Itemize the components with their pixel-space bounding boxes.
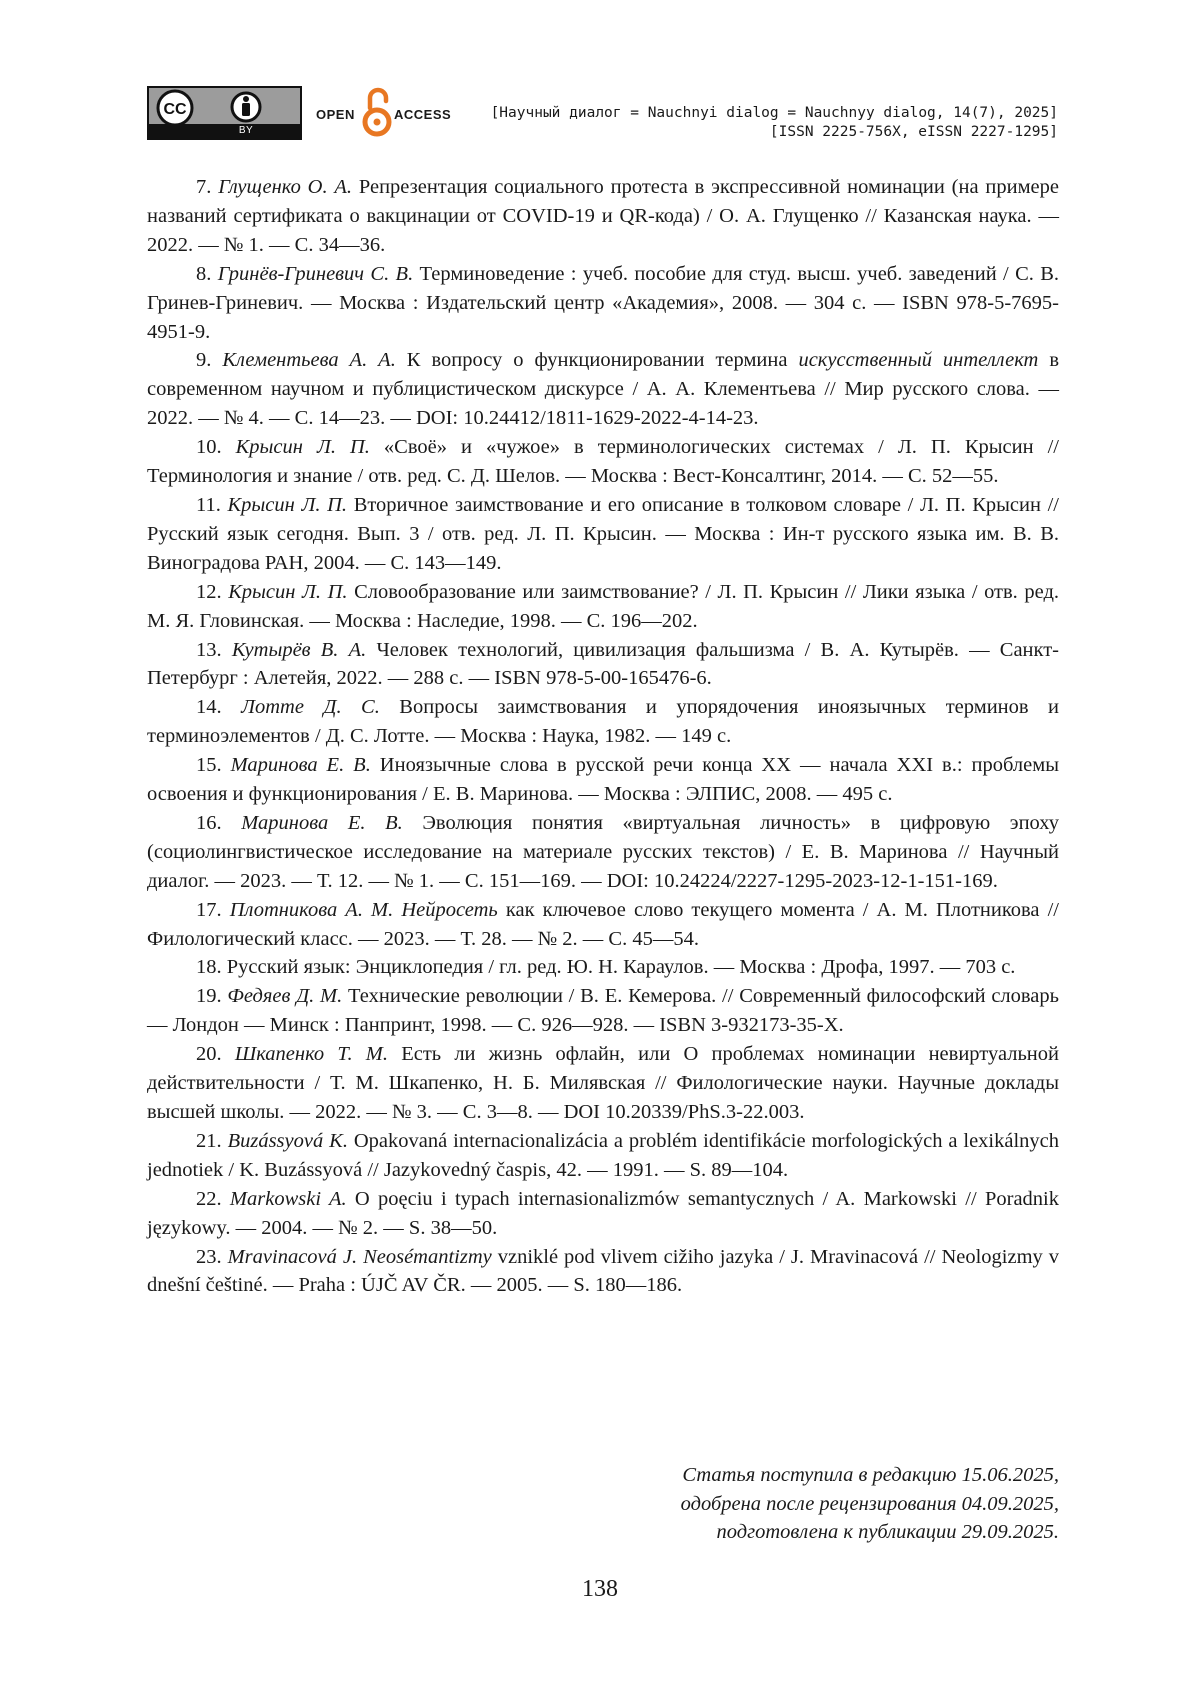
cc-label: CC: [163, 101, 187, 118]
reference-author: Шкапенко Т. М.: [234, 1043, 388, 1066]
reference-author: Кутырёв В. А.: [231, 638, 367, 661]
reference-item: 14. Лотте Д. С. Вопросы заимствования и упорядочения иноязычных терминов и терминоэлементов / Д. С. Лотте. — Москва : Наука, 1982. — 149 с.: [147, 696, 1060, 748]
article-received-dates: [459, 1461, 1059, 1547]
reference-author: Клементьева А. А.: [222, 349, 396, 372]
open-lock-icon: [362, 86, 392, 138]
approved-date-line: одобрена после рецензирования 04.09.2025,: [680, 1492, 1059, 1515]
reference-author: Markowski A.: [229, 1187, 347, 1210]
reference-author: Гринёв-Гриневич С. В.: [217, 262, 414, 285]
reference-item: 11. Крысин Л. П. Вторичное заимствование и его описание в толковом словаре / Л. П. Крысин // Русский язык сегодня. Вып. 3 / отв. ред. Л. П. Крысин. — Москва : Ин-т русского языка им. В. В. Виноградова РАН, 2004. — С. 143—149.: [147, 493, 1059, 574]
reference-author: Маринова Е. В.: [230, 754, 371, 777]
reference-item: 17. Плотникова А. М. Нейросеть как ключевое слово текущего момента / А. М. Плотникова // Филологический класс. — 2023. — Т. 28. — № 2. — С. 45—54.: [147, 898, 1060, 950]
reference-item: 13. Кутырёв В. А. Человек технологий, цивилизация фальшизма / В. А. Кутырёв. — Санкт-Петербург : Алетейя, 2022. — 288 с. — ISBN 978-5-00-165476-6.: [147, 638, 1059, 690]
reference-item: 10. Крысин Л. П. «Своё» и «чужое» в терминологических системах / Л. П. Крысин // Терминология и знание / отв. ред. С. Д. Шелов. — Москва : Вест-Консалтинг, 2014. — С. 52—55.: [147, 436, 1059, 488]
reference-author: Buzássyová K.: [227, 1129, 348, 1152]
journal-issn-line: [ISSN 2225-756X, eISSN 2227-1295]: [769, 124, 1058, 140]
reference-item: 8. Гринёв-Гриневич С. В. Терминоведение : учеб. пособие для студ. высш. учеб. заведений / С. В. Гринев-Гриневич. — Москва : Издательский центр «Академия», 2008. — 304 с. — ISBN 978-5-7695-4951-9.: [147, 262, 1060, 343]
reference-item: 7. Глущенко О. А. Репрезентация социального протеста в экспрессивной номинации (на примере названий сертификата о вакцинации от COVID-19 и QR-кода) / О. А. Глущенко // Казанская наука. — 2022. — № 1. — С. 34—36.: [147, 176, 1059, 256]
reference-item: 9. Клементьева А. А. К вопросу о функционировании термина искусственный интеллект в современном научном и публицистическом дискурсе / А. А. Клементьева // Мир русского слова. — 2022. — № 4. — С. 14—23. — DOI: 10.24412/1811-1629-2022-4-14-23.: [147, 349, 1059, 430]
reference-author: Федяев Д. М.: [227, 985, 343, 1008]
prepared-date-line: подготовлена к публикации 29.09.2025.: [716, 1521, 1059, 1543]
reference-item: 12. Крысин Л. П. Словообразование или заимствование? / Л. П. Крысин // Лики языка / отв. ред. М. Я. Гловинская. — Москва : Наследие, 1998. — С. 196—202.: [147, 580, 1060, 632]
reference-author: Крысин Л. П.: [235, 436, 370, 459]
journal-citation-line: [Научный диалог = Nauchnyi dialog = Nauchnyy dialog, 14(7), 2025]: [490, 105, 1058, 121]
cc-by-license-badge[interactable]: [147, 86, 302, 140]
reference-term: искусственный интеллект: [798, 349, 1039, 372]
by-label: BY: [238, 125, 254, 136]
reference-item: 16. Маринова Е. В. Эволюция понятия «виртуальная личность» в цифровую эпоху (социолингвистическое исследование на материале русских текстов) / Е. В. Маринова // Научный диалог. — 2023. — Т. 12. — № 1. — С. 151—169. — DOI: 10.24224/2227-1295-2023-12-1-151-169.: [147, 811, 1059, 892]
reference-author: Маринова Е. В.: [241, 811, 403, 834]
reference-author: Лотте Д. С.: [241, 696, 380, 719]
reference-item: 15. Маринова Е. В. Иноязычные слова в русской речи конца XX — начала XXI в.: проблемы освоения и функционирования / Е. В. Маринова. — Москва : ЭЛПИС, 2008. — 495 с.: [147, 754, 1059, 806]
reference-term: Нейросеть: [401, 898, 498, 921]
reference-item: 22. Markowski A. O poęciu i typach internasionalizmów semantycznych / A. Markowski // Poradnik językowy. — 2004. — № 2. — S. 38—50.: [147, 1187, 1059, 1239]
reference-item: 19. Федяев Д. М. Технические революции / В. Е. Кемерова. // Современный философский словарь — Лондон — Минск : Панпринт, 1998. — С. 926—928. — ISBN 3-932173-35-X.: [147, 985, 1060, 1037]
reference-author: Крысин Л. П.: [228, 580, 348, 603]
reference-item: 18. Русский язык: Энциклопедия / гл. ред. Ю. Н. Караулов. — Москва : Дрофа, 1997. — 703 с.: [196, 956, 1016, 979]
reference-list: [147, 173, 1059, 1300]
received-date-line: Статья поступила в редакцию 15.06.2025,: [682, 1464, 1059, 1486]
reference-author: Плотникова А. М.: [229, 898, 394, 921]
reference-author: Mravinacová J. Neosémantizmy: [227, 1245, 492, 1268]
open-access-open-text: OPEN: [316, 107, 355, 122]
cc-bottom-bar: [149, 124, 300, 138]
open-access-access-text: ACCESS: [394, 107, 452, 122]
reference-author: Крысин Л. П.: [227, 493, 348, 516]
reference-author: Глущенко О. А.: [218, 176, 353, 198]
open-access-logo: [316, 86, 456, 138]
reference-item: 20. Шкапенко Т. М. Есть ли жизнь офлайн, или О проблемах номинации невиртуальной действительности / Т. М. Шкапенко, Н. Б. Милявская // Филологические науки. Научные доклады высшей школы. — 2022. — № 3. — С. 3—8. — DOI 10.20339/PhS.3-22.003.: [147, 1043, 1059, 1123]
cc-icon: [149, 88, 302, 128]
page-number: 138: [582, 1576, 618, 1602]
journal-header: [438, 104, 1058, 142]
reference-item: 23. Mravinacová J. Neosémantizmy vzniklé pod vlivem cižiho jazyka / J. Mravinacová // Neologizmy v dnešní češtiné. — Praha : ÚJČ AV ČR. — 2005. — S. 180—186.: [147, 1245, 1060, 1297]
reference-item: 21. Buzássyová K. Opakovaná internacionalizácia a problém identifikácie morfologických a lexikálnych jednotiek / K. Buzássyová // Jazykovedný časpis, 42. — 1991. — S. 89—104.: [147, 1129, 1060, 1181]
